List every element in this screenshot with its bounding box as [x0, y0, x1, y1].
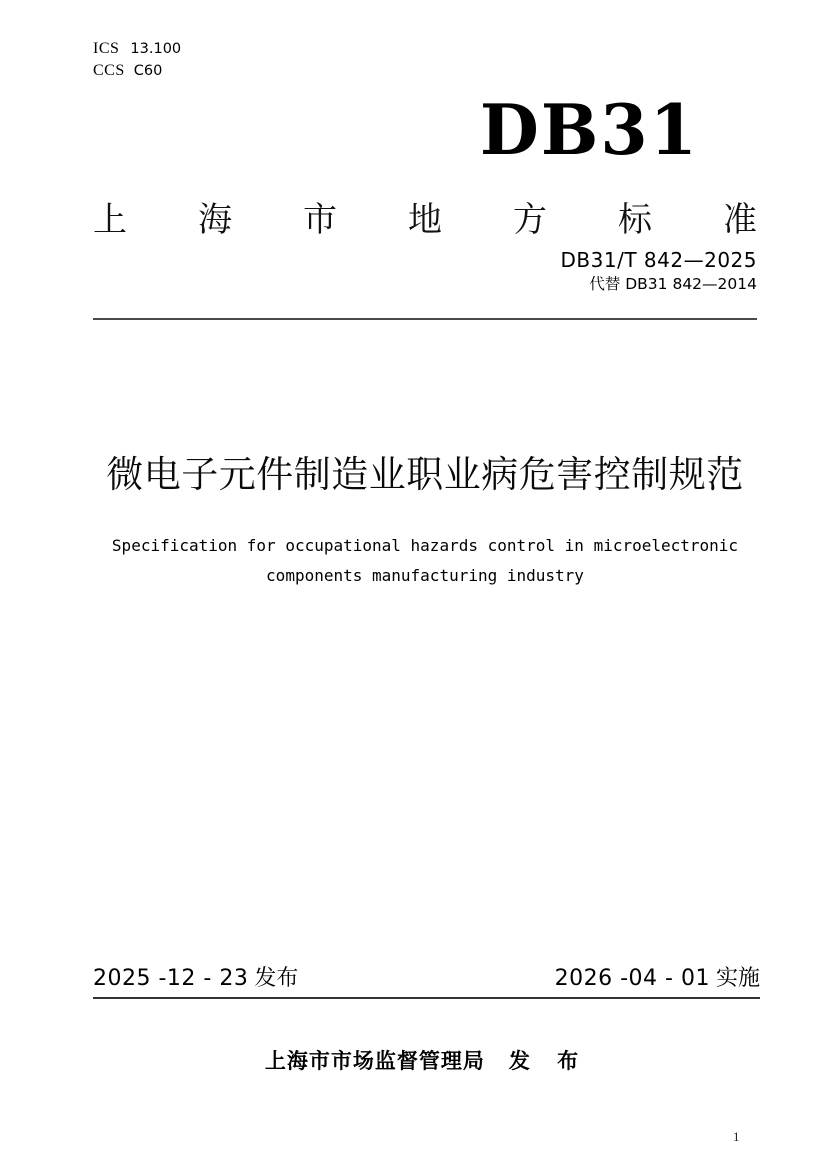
classification-codes	[93, 38, 757, 82]
publisher-line	[93, 1045, 760, 1075]
implementation-date-group	[555, 966, 760, 992]
ics-code	[93, 38, 757, 60]
issue-date-group	[93, 966, 298, 992]
document-title-english	[93, 531, 757, 591]
publisher-org: 上海市市场监督管理局	[264, 1049, 485, 1074]
title-english-line2: components manufacturing industry	[266, 565, 584, 585]
standard-name: 上海市地方标准	[93, 200, 757, 240]
superseded-note: 代替 DB31 842—2014	[589, 274, 757, 293]
implementation-date: 2026 -04 - 01	[554, 966, 710, 991]
ics-value: 13.100	[130, 41, 182, 57]
ccs-value: C60	[133, 63, 163, 79]
cover-page	[93, 0, 757, 591]
db31-logo: DB31	[479, 89, 699, 172]
document-title: 微电子元件制造业职业病危害控制规范	[106, 453, 744, 497]
header-divider	[93, 318, 757, 320]
implementation-label: 实施	[715, 966, 760, 991]
ics-label: ICS	[93, 40, 120, 57]
ccs-code	[93, 60, 757, 82]
bottom-block	[93, 966, 760, 1075]
logo-row	[93, 89, 757, 172]
title-english-line1: Specification for occupational hazards control in microelectronic	[111, 535, 739, 555]
issue-date: 2025 -12 - 23	[93, 966, 249, 991]
doc-number: DB31/T 842—2025	[560, 247, 757, 272]
dates-divider-row	[93, 966, 760, 999]
publisher-action: 发 布	[508, 1049, 589, 1074]
ccs-label: CCS	[93, 62, 125, 79]
page-number: 1	[733, 1129, 740, 1144]
issue-label: 发布	[254, 966, 299, 991]
